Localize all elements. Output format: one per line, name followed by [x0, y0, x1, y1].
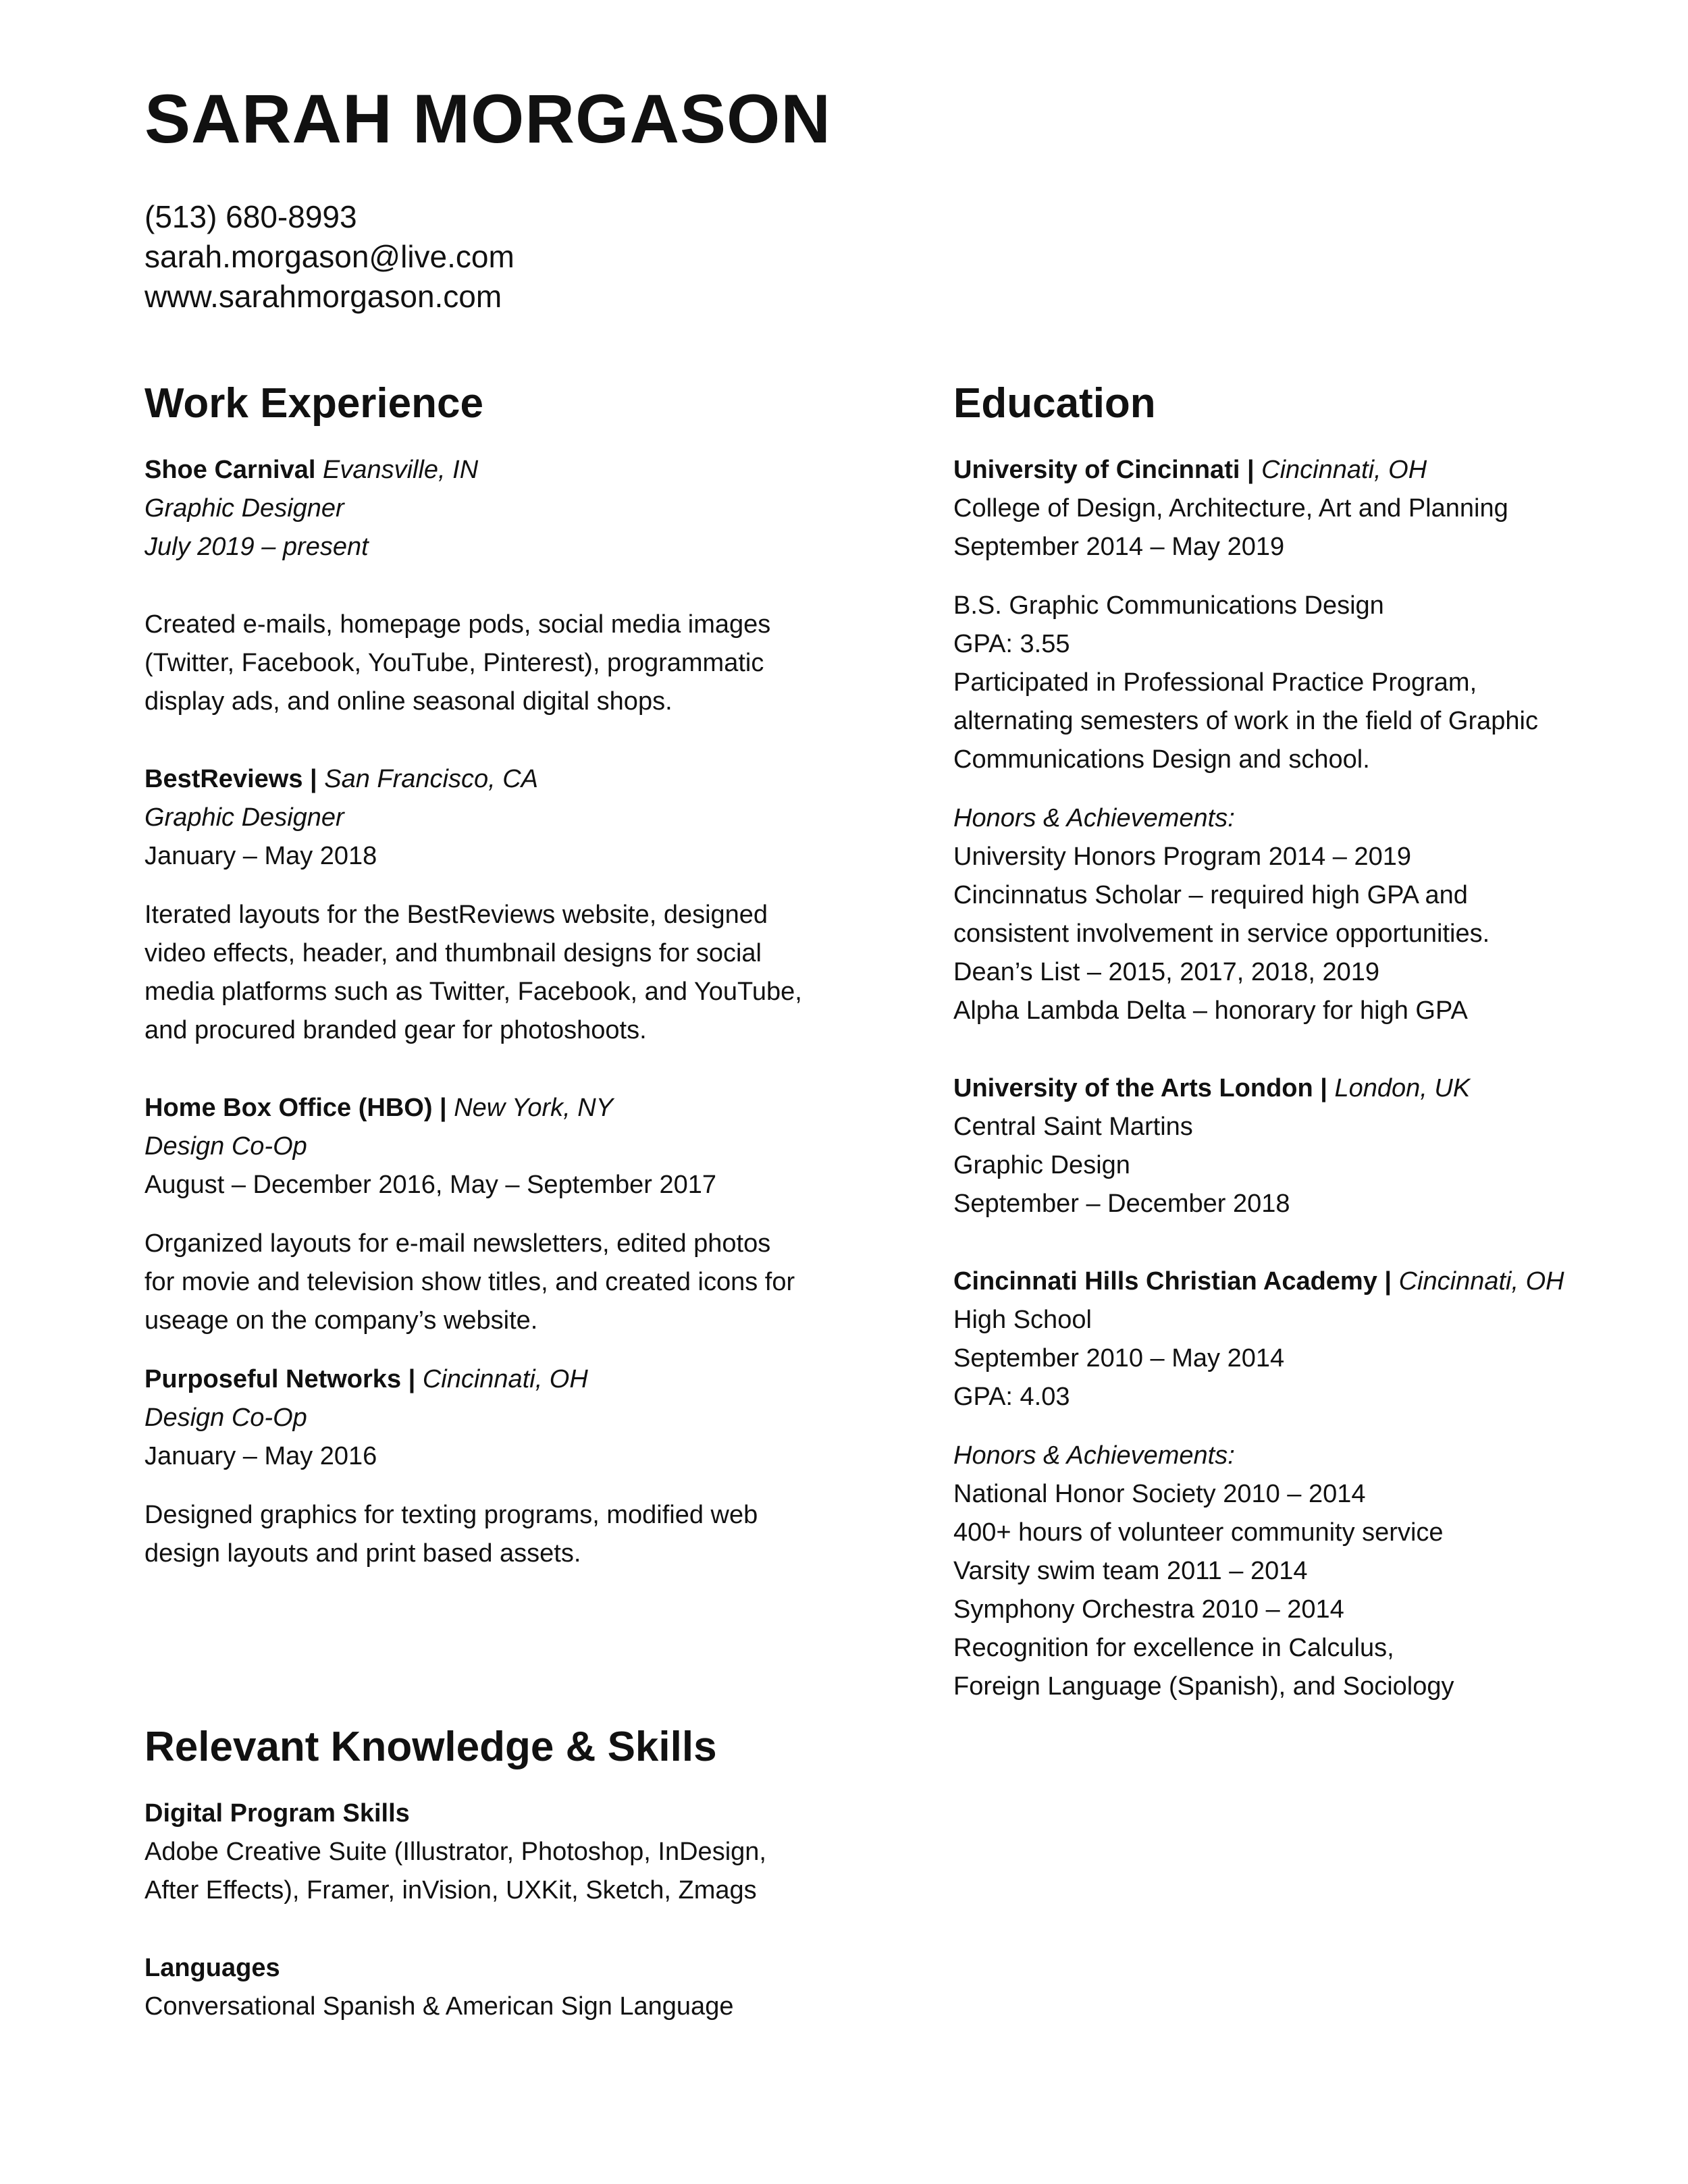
- education-dates: September 2014 – May 2019: [953, 533, 1285, 561]
- company-name: BestReviews |: [144, 765, 317, 793]
- job-dates: August – December 2016, May – September 2017: [144, 1171, 717, 1199]
- work-entry-purposeful-networks: [144, 1360, 826, 1573]
- digital-skills: [144, 1794, 955, 1910]
- company-name: Home Box Office (HBO) |: [144, 1094, 447, 1122]
- degree-name: B.S. Graphic Communications Design: [953, 591, 1384, 620]
- education-dates: September – December 2018: [953, 1190, 1290, 1218]
- education-section: [953, 377, 1662, 1706]
- job-role: Design Co-Op: [144, 1132, 307, 1161]
- skill-line: Adobe Creative Suite (Illustrator, Photoshop, InDesign,: [144, 1838, 766, 1866]
- company-name: Purposeful Networks |: [144, 1365, 416, 1393]
- entry-heading: [144, 1089, 826, 1127]
- company-location: San Francisco, CA: [324, 765, 539, 793]
- description-line: (Twitter, Facebook, YouTube, Pinterest), programmatic: [144, 649, 764, 677]
- entry-heading: [144, 451, 826, 489]
- honors-label: Honors & Achievements:: [953, 804, 1235, 832]
- company-location: New York, NY: [454, 1094, 614, 1122]
- description-line: media platforms such as Twitter, Facebook, and YouTube,: [144, 978, 802, 1006]
- skills-section: [144, 1720, 955, 2026]
- job-role: Graphic Designer: [144, 494, 344, 523]
- phone-number: (513) 680-8993: [144, 199, 357, 234]
- job-dates: January – May 2018: [144, 842, 377, 870]
- honor-item: University Honors Program 2014 – 2019: [953, 843, 1412, 871]
- honor-item: Symphony Orchestra 2010 – 2014: [953, 1595, 1344, 1624]
- description-line: video effects, header, and thumbnail designs for social: [144, 939, 762, 967]
- website-url: www.sarahmorgason.com: [144, 279, 502, 314]
- education-detail: High School: [953, 1306, 1092, 1334]
- work-experience-title: Work Experience: [144, 380, 483, 427]
- languages-value: Conversational Spanish & American Sign Language: [144, 1992, 734, 2021]
- description-line: Designed graphics for texting programs, modified web: [144, 1501, 758, 1529]
- work-entry-shoe-carnival: [144, 451, 826, 721]
- honor-item: Recognition for excellence in Calculus,: [953, 1634, 1394, 1662]
- education-detail: Central Saint Martins: [953, 1113, 1193, 1141]
- languages-label: Languages: [144, 1954, 280, 1982]
- honor-item: Cincinnatus Scholar – required high GPA and: [953, 881, 1468, 909]
- education-entry-chca: [953, 1262, 1662, 1706]
- job-dates: July 2019 – present: [144, 533, 369, 561]
- school-location: Cincinnati, OH: [1398, 1267, 1564, 1296]
- work-entry-bestreviews: [144, 760, 826, 1050]
- work-entry-hbo: [144, 1089, 826, 1340]
- gpa: GPA: 4.03: [953, 1383, 1070, 1411]
- entry-heading: [953, 451, 1662, 489]
- school-name: University of Cincinnati |: [953, 456, 1255, 484]
- honor-item: Varsity swim team 2011 – 2014: [953, 1557, 1308, 1585]
- description-line: Created e-mails, homepage pods, social media images: [144, 610, 771, 639]
- description-line: useage on the company’s website.: [144, 1306, 538, 1335]
- honor-item: 400+ hours of volunteer community service: [953, 1518, 1444, 1547]
- job-description: [144, 1496, 826, 1573]
- job-role: Graphic Designer: [144, 803, 344, 832]
- skills-title: Relevant Knowledge & Skills: [144, 1724, 717, 1770]
- job-description: [144, 606, 826, 721]
- entry-heading: [144, 760, 826, 799]
- company-location: Evansville, IN: [322, 456, 479, 484]
- school-name: University of the Arts London |: [953, 1074, 1327, 1102]
- education-entry-uc: [953, 451, 1662, 1030]
- honors-list: [953, 799, 1662, 1030]
- college-name: College of Design, Architecture, Art and Planning: [953, 494, 1508, 523]
- entry-heading: [144, 1360, 826, 1399]
- education-entry-ual: [953, 1069, 1662, 1223]
- company-location: Cincinnati, OH: [422, 1365, 588, 1393]
- company-name: Shoe Carnival: [144, 456, 316, 484]
- honor-item: National Honor Society 2010 – 2014: [953, 1480, 1366, 1508]
- honor-item: consistent involvement in service opportunities.: [953, 920, 1490, 948]
- education-detail: Graphic Design: [953, 1151, 1130, 1179]
- description-line: display ads, and online seasonal digital shops.: [144, 687, 672, 716]
- description-line: design layouts and print based assets.: [144, 1539, 581, 1568]
- education-dates: September 2010 – May 2014: [953, 1344, 1285, 1373]
- program-line: Communications Design and school.: [953, 745, 1370, 774]
- description-line: for movie and television show titles, and created icons for: [144, 1268, 795, 1296]
- education-title: Education: [953, 380, 1156, 427]
- languages: [144, 1949, 955, 2026]
- program-line: Participated in Professional Practice Program,: [953, 668, 1477, 697]
- entry-heading: [953, 1069, 1662, 1108]
- contact-block: [144, 197, 515, 317]
- gpa: GPA: 3.55: [953, 630, 1070, 658]
- description-line: Organized layouts for e-mail newsletters, edited photos: [144, 1229, 771, 1258]
- entry-heading: [953, 1262, 1662, 1301]
- honors-label: Honors & Achievements:: [953, 1441, 1235, 1470]
- program-line: alternating semesters of work in the field of Graphic: [953, 707, 1538, 735]
- description-line: and procured branded gear for photoshoots.: [144, 1016, 647, 1044]
- school-location: London, UK: [1334, 1074, 1471, 1102]
- skill-line: After Effects), Framer, inVision, UXKit, Sketch, Zmags: [144, 1876, 757, 1905]
- email-address: sarah.morgason@live.com: [144, 239, 515, 274]
- work-experience-section: [144, 377, 826, 1573]
- candidate-name: SARAH MORGASON: [144, 80, 832, 157]
- honor-item: Foreign Language (Spanish), and Sociology: [953, 1672, 1454, 1701]
- job-description: [144, 1225, 826, 1340]
- digital-skills-label: Digital Program Skills: [144, 1799, 410, 1828]
- degree-details: [953, 587, 1662, 779]
- job-dates: January – May 2016: [144, 1442, 377, 1470]
- school-name: Cincinnati Hills Christian Academy |: [953, 1267, 1392, 1296]
- job-description: [144, 896, 826, 1050]
- honor-item: Dean’s List – 2015, 2017, 2018, 2019: [953, 958, 1380, 986]
- job-role: Design Co-Op: [144, 1404, 307, 1432]
- honor-item: Alpha Lambda Delta – honorary for high GPA: [953, 996, 1468, 1025]
- description-line: Iterated layouts for the BestReviews website, designed: [144, 901, 768, 929]
- school-location: Cincinnati, OH: [1261, 456, 1427, 484]
- honors-list: [953, 1437, 1662, 1706]
